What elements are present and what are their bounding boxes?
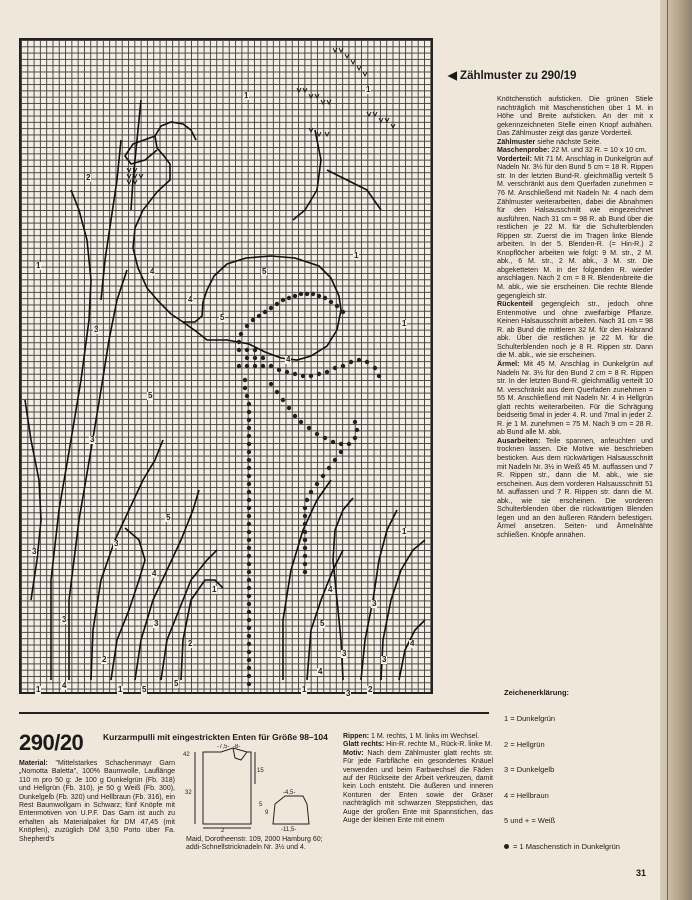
schematic-label: -7,5- (217, 744, 230, 750)
paragraph: Ärmel: Mit 45 M. Anschlag in Dunkelgrün auf Nadeln Nr. 3½ für den Bund 2 cm = 8 R. Rippen str. In der letzten Bund-R. gleichmäßig verteilt 10 M. verschränkt aus dem Querfaden zunehmen = 55 M. Anschließend mit Nadeln Nr. 4 in Hellgrün glatt rechts weiterarbeiten. Für die Schrägung beidseitig 5mal in jeder 4. R. und 7mal in jeder 2. R. je 1 M. zunehmen = 75 M. Nach 9 cm = 28 R. ab Bund alle M. abk. (497, 359, 653, 437)
grass-left-8 (181, 580, 223, 680)
grass-left-4 (91, 440, 163, 680)
chart-number: 3 (62, 615, 67, 624)
chart-number: 5 (142, 685, 147, 694)
model-number: 290/20 (19, 730, 84, 755)
tall-stalk-1 (101, 140, 121, 300)
chart-number: 2 (102, 655, 107, 664)
chart-number: 3 (94, 325, 99, 334)
grass-right-8 (327, 170, 381, 210)
divider (19, 712, 489, 714)
chart-number: 2 (368, 685, 373, 694)
chart-number: 3 (382, 655, 387, 664)
legend-item: 2 = Hellgrün (504, 739, 545, 749)
model-title: Kurzarmpulli mit eingestrickten Enten für Größe 98–104 (103, 732, 328, 742)
body-outline (203, 748, 251, 824)
stitch-dots (237, 292, 381, 686)
paragraph: Knötchenstich aufsticken. Die grünen Stiele nachträglich mit Maschenstichen über 1 M. in Höhe und Breite aufsticken. An der mit x gekennzeichneten Stelle einen Knopf aufnähen. Das Zählmuster zeigt das ganze Vorderteil. (497, 95, 653, 138)
knitting-instructions (343, 733, 493, 825)
page-edge-line (667, 0, 668, 900)
grass-right-7 (293, 130, 321, 220)
chart-number: 3 (32, 547, 37, 556)
chart-number: 3 (346, 689, 351, 698)
chart-contours (21, 40, 431, 692)
chart-number: 3 (90, 435, 95, 444)
grass-left-1 (51, 190, 91, 680)
paragraph: Rippen: 1 M. rechts, 1 M. links im Wechsel. (343, 733, 480, 740)
supplier-text: Maid, Dorotheenstr. 109, 2000 Hamburg 60; addi-Schnellstricknadeln Nr. 3½ und 4. (186, 836, 323, 852)
paragraph: Maschenprobe: 22 M. und 32 R. = 10 x 10 cm. (497, 146, 647, 155)
section-title: ◀ Zählmuster zu 290/19 (448, 70, 577, 82)
schematic-label: -8- (233, 744, 241, 750)
chart-number: 4 (152, 569, 157, 578)
legend-title: Zeichenerklärung: (504, 688, 570, 697)
chart-number: 1 (354, 251, 359, 260)
chart-number: 2 (188, 639, 193, 648)
grass-right-2 (307, 550, 343, 680)
chart-number: 3 (154, 619, 159, 628)
legend-item: 5 und + = Weiß (504, 816, 556, 825)
legend-item: 3 = Dunkelgelb (504, 765, 555, 774)
chart-number: 1 (212, 585, 217, 594)
grass-left-5 (111, 528, 145, 680)
chart-number: 1 (118, 685, 123, 694)
chart-number: 1 (36, 685, 41, 694)
schematic-label: 5 (259, 802, 263, 808)
chart-number: 3 (114, 539, 119, 548)
duck-beak (125, 136, 157, 164)
chart-number: 5 (220, 313, 225, 322)
chart-number: 1 (36, 261, 41, 270)
schematic-label: 42 (183, 752, 190, 758)
page-edge (660, 0, 692, 900)
paragraph: Motiv: Nach dem Zählmuster glatt rechts str. Für jede Farbfläche ein gesondertes Knäuel verwenden und beim Farbwechsel die Fäden auf der Rückseite der Arbeit verkreuzen, damit kein Loch entsteht. Die äußeren und inneren Konturen der Enten sowie der Gräser nachträglich mit schwarzen Steppstichen, das Auge der großen Ente mit Spannstichen, das Auge der kleinen Ente mit einem (343, 749, 493, 825)
chart-number: 1 (244, 91, 249, 100)
paragraph: Rückenteil gegengleich str., jedoch ohne Entenmotive und ohne zweifarbige Pflanze. Keinen Halsausschnitt arbeiten. Nach 31 cm = 98 R. ab Bund die mittleren 32 M. für den Halsrand abk. Über die restlichen je 22 M. für die Schulterblenden noch je 8 R. Rippen str. Dann die M. abk., wie sie erscheinen. (497, 300, 653, 360)
schematic-label: -11,5- (281, 827, 297, 832)
schematic-label: 32 (185, 790, 192, 796)
chart-number: 1 (302, 685, 307, 694)
instructions-column (497, 95, 653, 539)
knitting-chart (19, 38, 433, 698)
grass-right-4 (361, 510, 397, 680)
chart-number: 1 (402, 527, 407, 536)
chart-number: 4 (318, 667, 323, 676)
grass-right-1 (283, 480, 331, 680)
chart-number: 5 (148, 391, 153, 400)
material-text: Material: "Mittelstarkes Schachenmayr Garn „Nomotta Baletta", 100% Baumwolle, Lauflänge 110 m pro 50 g: Je 100 g Dunkelgrün (Fb. 318) und Hellgrün (Fb. 310), je 50 g Weiß (Fb. 300), Dunkelgelb (Fb. 320) und Hellbraun (Fb. 316), ein Rest Baumwollgarn in Schwarz; fünf Knöpfe mit Entenmotiven von U.P.F. Das Garn ist auch zu erhalten als Materialpaket für DM 47,45 (mit Knöpfen), zuzüglich DM 3,50 Porto über Fa. Shepherd's (19, 760, 175, 843)
chart-number: 2 (86, 173, 91, 182)
chart-number: 3 (342, 649, 347, 658)
chart-number: 4 (188, 295, 193, 304)
schematic-label: -4,5- (283, 790, 296, 796)
legend-item: 1 = Dunkelgrün (504, 714, 556, 723)
page-number: 31 (636, 868, 647, 878)
chart-number: 4 (62, 681, 67, 690)
schematic-label: 9 (265, 810, 269, 816)
chart-number: 4 (286, 355, 291, 364)
chart-number: 3 (372, 599, 377, 608)
tall-stalk-2 (131, 100, 141, 210)
size-schematic (183, 744, 341, 832)
chart-number: 4 (410, 639, 415, 648)
paragraph: Vorderteil: Mit 71 M. Anschlag in Dunkelgrün auf Nadeln Nr. 3½ für den Bund 5 cm = 18 R. Rippen str. In der letzten Bund-R. gleichmäßig verteilt 5 M. verschränkt aus dem Querfaden zunehmen = 76 M. Anschließend mit Nadeln Nr. 4 nach dem Zählmuster weiterarbeiten, dabei die Abnahmen für den Halsausschnitt wie eingezeichnet ausführen. Nach 31 cm = 98 R. ab Bund über die restlichen je 22 M. für die Schulterblenden Rippen str. Zuerst die im Tragen linke Blende arbeiten. In der 5. Blenden-R. (= Hin-R.) 2 Knopflöcher arbeiten wie folgt: 9 M. str., 2 M. abk., 6 M. str., 2 M. abk., 3 M. str. Die abgeketteten M. in der folgenden R. wieder anschlagen. Nach 2 cm = 8 R. Blendenbreite die M. abk., wie sie erscheinen. Die rechte Blende gegengleich str. (497, 154, 653, 300)
chart-number: 5 (320, 619, 325, 628)
large-duck-outline (133, 122, 341, 360)
chart-number: 5 (262, 267, 267, 276)
schematic-label: 15 (257, 768, 264, 774)
chart-number: 4 (150, 267, 155, 276)
paragraph: Zählmuster siehe nächste Seite. (497, 137, 602, 146)
grass-left-7 (161, 550, 217, 680)
legend (504, 714, 620, 867)
chart-number: 1 (366, 85, 371, 94)
paragraph: Glatt rechts: Hin-R. rechte M., Rück-R. linke M. (343, 741, 493, 749)
chart-number: 1 (402, 319, 407, 328)
stitch-v-marks (127, 48, 395, 184)
legend-item: = 1 Maschenstich in Dunkelgrün (504, 842, 620, 868)
grass-left-3 (25, 400, 41, 600)
sleeve-outline (273, 796, 309, 824)
chart-number: 5 (174, 679, 179, 688)
grass-right-6 (399, 620, 425, 680)
chart-number: 4 (328, 585, 333, 594)
paragraph: Ausarbeiten: Teile spannen, anfeuchten und trocknen lassen. Die Motive wie beschrieben besticken. Aus dem rückwärtigen Halsausschnitt mit Nadeln Nr. 3½ in Weiß 45 M. auffassen und 7 R. Rippen str., dann die M. abk., wie sie erscheinen. Aus dem vorderen Halsausschnitt 51 M. auffassen und 7 R. Rippen str. dann die M. abk., wie sie erscheinen. Die vorderen Schulterblenden über die rückwärtigen Blenden legen und an den äußeren Rändern befestigen. Ärmel ansetzen. Seiten- und Ärmelnähte schließen. Knöpfe annähen. (497, 436, 653, 539)
legend-item: 4 = Hellbraun (504, 790, 549, 800)
chart-number: 5 (166, 513, 171, 522)
dot-icon (504, 844, 509, 849)
schematic-label: 2 (221, 828, 225, 832)
